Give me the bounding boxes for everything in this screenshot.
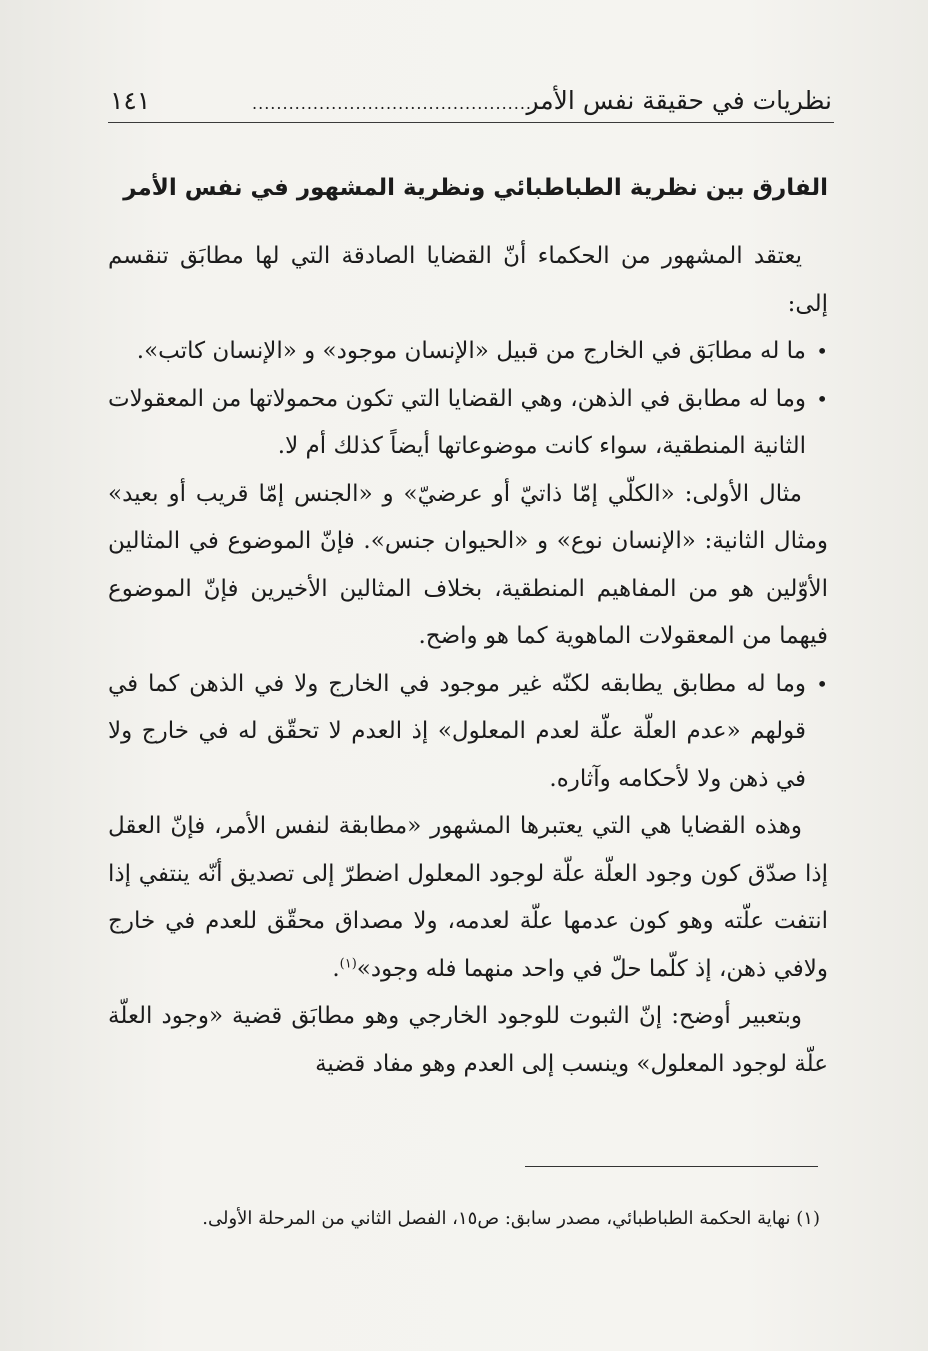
header-leader-dots: .............................................. xyxy=(252,94,532,113)
footnote-marker: (١) xyxy=(339,955,357,971)
main-paragraph xyxy=(108,803,828,993)
main-paragraph-end: . xyxy=(332,955,340,982)
bullet-item-3 xyxy=(108,661,828,804)
bullet-text-2: وما له مطابق في الذهن، وهي القضايا التي تكون محمولاتها من المعقولات الثانية المنطقية، سواء كانت موضوعاتها أيضاً كذلك أم لا. xyxy=(108,385,806,459)
intro-paragraph: يعتقد المشهور من الحكماء أنّ القضايا الصادقة التي لها مطابَق تنقسم إلى: xyxy=(108,243,828,317)
page-body xyxy=(108,168,828,1088)
bullet-item-1 xyxy=(108,328,828,376)
running-title: نظريات في حقيقة نفس الأمر xyxy=(526,86,832,115)
bullet-icon: • xyxy=(816,386,828,411)
page-header xyxy=(110,84,832,118)
bullet-text-1: ما له مطابَق في الخارج من قبيل «الإنسان موجود» و «الإنسان كاتب». xyxy=(136,338,806,364)
header-rule xyxy=(108,122,834,123)
footnote: (١) نهاية الحكمة الطباطبائي، مصدر سابق: ص١٥، الفصل الثاني من المرحلة الأولى. xyxy=(202,1208,820,1229)
footnote-rule xyxy=(525,1166,818,1167)
bullet-text-3: وما له مطابق يطابقه لكنّه غير موجود في الخارج ولا في الذهن كما في قولهم «عدم العلّة علّة لعدم المعلول» إذ العدم لا تحقّق له في خارج ولا في ذهن ولا لأحكامه وآثاره. xyxy=(108,670,806,792)
example-paragraph: مثال الأولى: «الكلّي إمّا ذاتيّ أو عرضيّ» و «الجنس إمّا قريب أو بعيد» ومثال الثانية: «الإنسان نوع» و «الحيوان جنس». فإنّ الموضوع في المثالين الأوّلين هو من المفاهيم المنطقية، بخلاف المثالين الأخيرين فإنّ الموضوع فيهما من المعقولات الماهوية كما هو واضح. xyxy=(108,480,828,649)
bullet-icon: • xyxy=(816,671,828,696)
main-paragraph-text: وهذه القضايا هي التي يعتبرها المشهور «مطابقة لنفس الأمر، فإنّ العقل إذا صدّق كون وجود العلّة علّة لوجود المعلول اضطرّ إلى تصديق أنّه ينتفي إذا انتفت علّته وهو كون عدمها علّة لعدمه، ولا مصداق محقّق للعدم في خارج ولافي ذهن، إذ كلّما حلّ في واحد منهما فله وجود» xyxy=(108,813,828,982)
bullet-icon: • xyxy=(816,339,828,363)
page-number: ١٤١ xyxy=(110,86,151,115)
section-heading: الفارق بين نظرية الطباطبائي ونظرية المشهور في نفس الأمر xyxy=(123,175,828,201)
bullet-item-2 xyxy=(108,376,828,471)
last-paragraph: وبتعبير أوضح: إنّ الثبوت للوجود الخارجي وهو مطابَق قضية «وجود العلّة علّة لوجود المعلول» وينسب إلى العدم وهو مفاد قضية xyxy=(108,1003,828,1077)
